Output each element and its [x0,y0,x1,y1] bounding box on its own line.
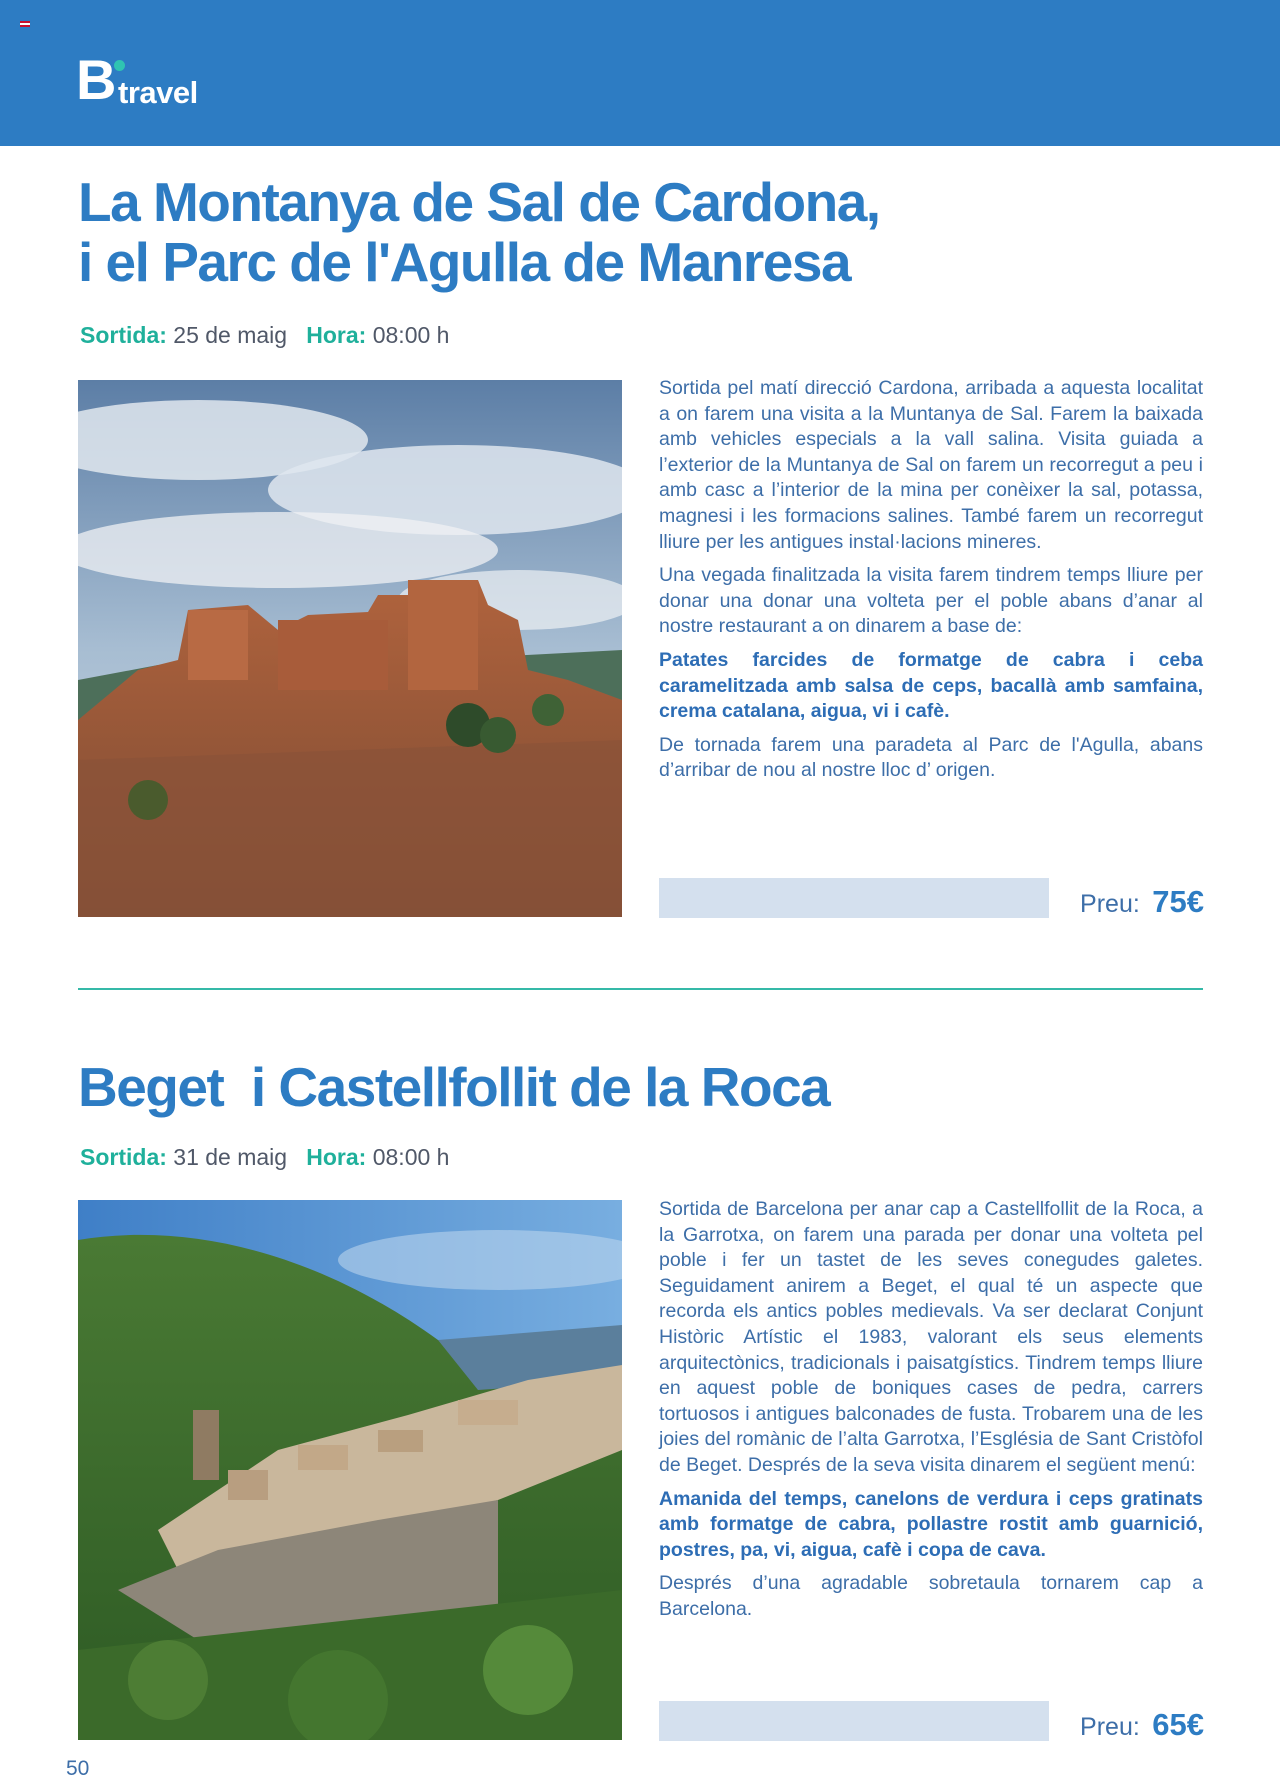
time-label: Hora: [306,1144,367,1170]
logo-b-mark: B [76,48,115,111]
excursion-2-price-box [659,1701,1049,1741]
paragraph: Sortida de Barcelona per anar cap a Castellfollit de la Roca, a la Garrotxa, on farem una parada per donar una volteta pel poble i fer un tastet de les seves conegudes galetes. Seguidament anirem a Beget, el qual té un aspecte que recorda els antics pobles medievals. Va ser declarat Conjunt Històric Artístic el 1983, valorant els seus elements arquitectònics, tradicionals i paisatgístics. Tindrem temps lliure en aquest poble de boniques cases de pedra, carrers tortuosos i antigues balconades de fusta. Trobarem una de les joies del romànic de l’alta Garrotxa, l’Església de Sant Cristòfol de Beget. Després de la seva visita dinarem el següent menú: [659,1198,1203,1476]
time-label: Hora: [306,322,367,348]
price-value: 75€ [1152,884,1204,919]
price-value: 65€ [1152,1707,1204,1742]
time-value: 08:00 h [372,1144,450,1170]
excursion-2-meta [80,1143,449,1171]
logo-text: travel [118,75,198,110]
excursion-1-meta [80,321,449,349]
logo-dot-icon [114,60,125,71]
paragraph: Una vegada finalitzada la visita farem tindrem temps lliure per donar una donar una volteta per el poble abans d’anar al nostre restaurant a on dinarem a base de: [659,564,1203,638]
header-bar [0,0,1280,146]
menu-text: Amanida del temps, canelons de verdura i ceps gratinats amb formatge de cabra, pollastre rostit amb guarnició, postres, pa, vi, aigua, cafè i copa de cava. [659,1487,1203,1561]
time-value: 08:00 h [372,322,450,348]
closing-text: De tornada farem una paradeta al Parc de l'Agulla, abans d’arribar de nou al nostre lloc d’ origen. [659,733,1203,782]
price-label: Preu: [1080,1713,1140,1741]
excursion-1-title-line-1: La Montanya de Sal de Cardona, [78,171,880,233]
departure-value: 25 de maig [173,322,288,348]
excursion-1-title-line-2: i el Parc de l'Agulla de Manresa [78,231,851,293]
excursion-2-price [1080,1707,1204,1743]
departure-label: Sortida: [80,322,167,348]
castellfollit-photo [78,1200,622,1740]
btravel-logo[interactable] [76,48,236,112]
excursion-2-title-line-1: Beget i Castellfollit de la Roca [78,1056,830,1118]
excursion-2-description [659,1197,1203,1631]
excursion-2-title [78,1057,829,1117]
page-number: 50 [66,1757,90,1780]
menu-text: Patates farcides de formatge de cabra i ceba caramelitzada amb salsa de ceps, bacallà amb samfaina, crema catalana, aigua, vi i cafè. [659,648,1203,723]
excursion-1-price [1080,884,1204,920]
cardona-castle-photo [78,380,622,917]
price-label: Preu: [1080,890,1140,918]
excursion-1-price-box [659,878,1049,918]
departure-value: 31 de maig [173,1144,288,1170]
departure-label: Sortida: [80,1144,167,1170]
paragraph: Sortida pel matí direcció Cardona, arribada a aquesta localitat a on farem una visita a la Muntanya de Sal. Farem la baixada amb vehicles especials a la vall salina. Visita guiada a l’exterior de la Muntanya de Sal on farem un recorregut a peu i amb casc a l’interior de la mina per conèixer la sal, potassa, magnesi i les formacions salines. També farem un recorregut lliure per les antigues instal·lacions mineres. [659,377,1203,553]
excursion-1-description [659,376,1203,792]
section-divider [78,988,1203,990]
flag-icon [20,21,30,27]
excursion-1-title [78,172,880,292]
closing-text: Després d’una agradable sobretaula tornarem cap a Barcelona. [659,1572,1203,1620]
